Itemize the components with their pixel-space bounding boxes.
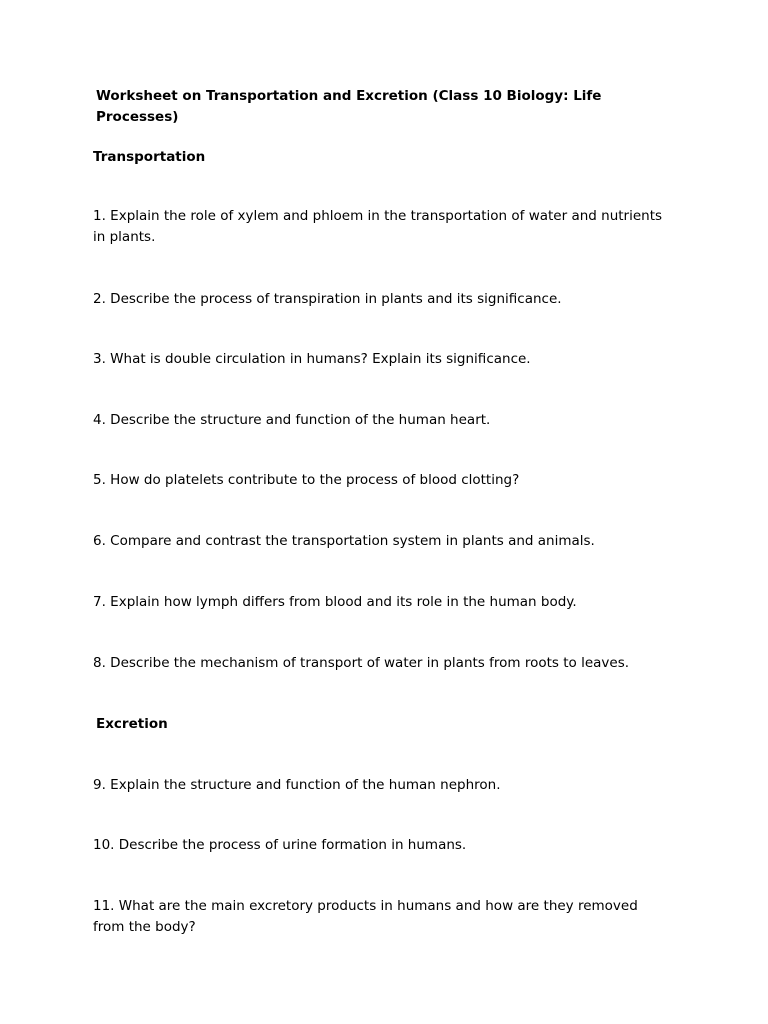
- question-10: 10. Describe the process of urine formation in humans.: [93, 837, 467, 853]
- question-9: 9. Explain the structure and function of the human nephron.: [93, 777, 501, 793]
- question-6: 6. Compare and contrast the transportation system in plants and animals.: [93, 533, 595, 549]
- section-heading-excretion: Excretion: [96, 716, 168, 732]
- page-title: Worksheet on Transportation and Excretion (Class 10 Biology: Life Processes): [96, 88, 602, 125]
- question-4: 4. Describe the structure and function of the human heart.: [93, 412, 491, 428]
- question-5: 5. How do platelets contribute to the process of blood clotting?: [93, 472, 520, 488]
- question-11: 11. What are the main excretory products in humans and how are they removed from the body?: [93, 898, 638, 935]
- question-7: 7. Explain how lymph differs from blood and its role in the human body.: [93, 594, 577, 610]
- question-3: 3. What is double circulation in humans? Explain its significance.: [93, 351, 531, 367]
- section-heading-transportation: Transportation: [93, 149, 206, 165]
- question-1: 1. Explain the role of xylem and phloem in the transportation of water and nutrients in plants.: [93, 208, 663, 245]
- question-8: 8. Describe the mechanism of transport of water in plants from roots to leaves.: [93, 655, 630, 671]
- question-2: 2. Describe the process of transpiration in plants and its significance.: [93, 291, 562, 307]
